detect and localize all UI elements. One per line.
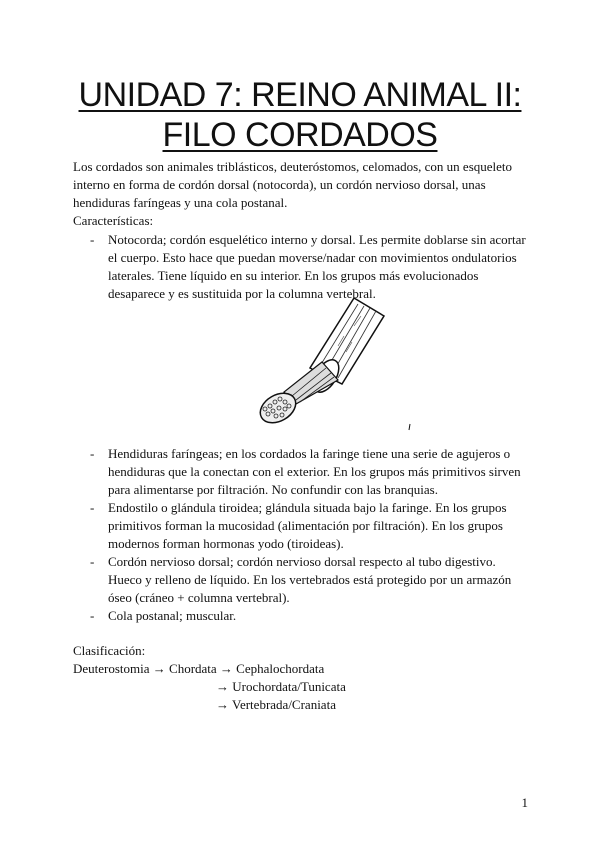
list-item	[90, 553, 530, 607]
classification-label: Clasificación:	[73, 643, 146, 658]
page-title-line-1: UNIDAD 7: REINO ANIMAL II:	[78, 76, 522, 114]
classification-branch-urochordata: → Urochordata/Tunicata	[216, 679, 346, 694]
intro-paragraph: Los cordados son animales triblásticos, deuteróstomos, celomados, con un esqueleto interno en forma de cordón dorsal (notocorda), un cordón nervioso dorsal, unas hendiduras faríngeas y una cola postanal.	[73, 159, 513, 210]
list-item	[90, 445, 530, 499]
list-item	[90, 607, 530, 625]
classification-root: Deuterostomia → Chordata → Cephalochordata	[73, 661, 325, 676]
bullet-text: Cordón nervioso dorsal; cordón nervioso dorsal respecto al tubo digestivo. Hueco y relleno de líquido. En los vertebrados está protegido por un armazón óseo (cráneo + columna vertebral).	[108, 554, 512, 605]
bullet-dash: -	[90, 500, 95, 515]
figure-mark	[409, 424, 410, 430]
bullet-dash: -	[90, 554, 95, 569]
bullet-text: Endostilo o glándula tiroidea; glándula situada bajo la faringe. En los grupos primitivos forman la mucosidad (alimentación por filtración). En los grupos modernos forman hormonas yodo (tiroideas).	[108, 500, 507, 551]
classification-branch-vertebrata: → Vertebrada/Craniata	[216, 697, 336, 712]
bullet-dash: -	[90, 446, 95, 461]
page-number: 1	[521, 795, 528, 810]
bullet-text: Notocorda; cordón esquelético interno y dorsal. Les permite doblarse sin acortar el cuerpo. Esto hace que puedan moverse/nadar con movimientos ondulatorios laterales. Tiene líquido en su interior. En los grupos más evolucionados desaparece y es sustituida por la columna vertebral.	[108, 232, 526, 301]
bullet-dash: -	[90, 608, 95, 623]
list-item	[90, 231, 530, 303]
notochord-illustration	[234, 296, 444, 436]
list-item	[90, 499, 530, 553]
page-title-line-2: FILO CORDADOS	[162, 116, 438, 154]
characteristics-label: Características:	[73, 213, 154, 228]
bullet-dash: -	[90, 232, 95, 247]
bullet-text: Hendiduras faríngeas; en los cordados la faringe tiene una serie de agujeros o hendiduras que la conectan con el exterior. En los grupos más primitivos sirven para alimentarse por filtración. No confundir con las branquias.	[108, 446, 521, 497]
bullet-text: Cola postanal; muscular.	[108, 608, 237, 623]
